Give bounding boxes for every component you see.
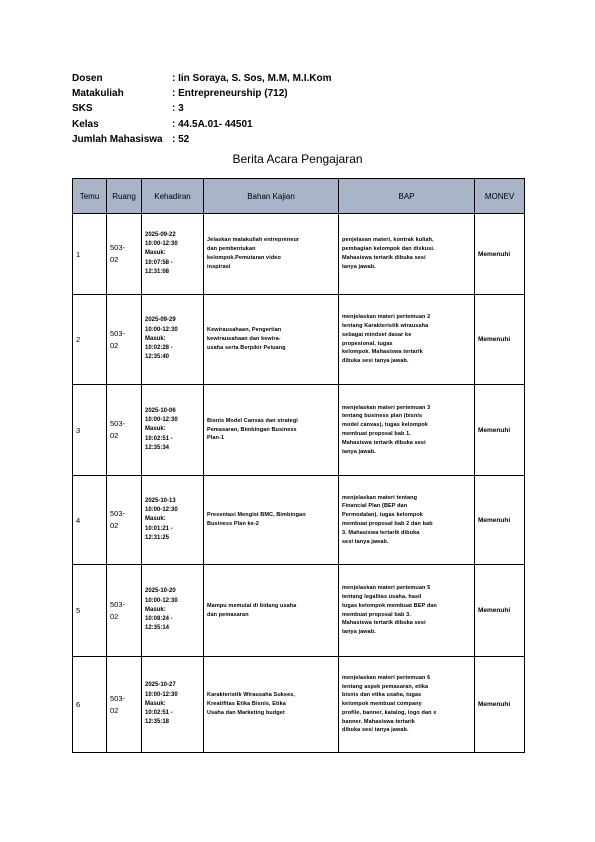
header-ruang: Ruang [107, 179, 142, 214]
matakuliah-label: Matakuliah [72, 88, 124, 100]
ruang-cell: 503- 02 [107, 657, 142, 753]
sks-label: SKS [72, 103, 93, 115]
bahan-kajian-cell: Mampu memulai di bidang usaha dan pemasaran [204, 565, 339, 657]
temu-cell: 6 [73, 657, 107, 753]
temu-cell: 3 [73, 385, 107, 476]
monev-cell: Memenuhi [475, 295, 525, 385]
kelas-value: : 44.5A.01- 44501 [172, 118, 253, 130]
ruang-cell: 503- 02 [107, 295, 142, 385]
ruang-cell: 503- 02 [107, 476, 142, 565]
kelas-row [72, 117, 331, 132]
table-row [73, 657, 525, 753]
temu-cell: 5 [73, 565, 107, 657]
temu-cell: 1 [73, 214, 107, 295]
sks-row [72, 101, 331, 116]
ruang-cell: 503- 02 [107, 214, 142, 295]
bahan-kajian-cell: Kewirausahaan, Pengertian kewirausahaan dan kewira- usaha serta Berpikir Peluang [204, 295, 339, 385]
table-row [73, 385, 525, 476]
kehadiran-cell: 2025-10-06 10:00-12:30 Masuk: 10:02:51 - 12:35:34 [142, 385, 204, 476]
jumlah-value: : 52 [172, 133, 190, 145]
kehadiran-cell: 2025-09-22 10:00-12:30 Masuk: 10:07:58 - 12:31:08 [142, 214, 204, 295]
ruang-cell: 503- 02 [107, 565, 142, 657]
kehadiran-cell: 2025-09-29 10:00-12:30 Masuk: 10:02:28 - 12:35:40 [142, 295, 204, 385]
kehadiran-cell: 2025-10-20 10:00-12:30 Masuk: 10:08:24 - 12:35:14 [142, 565, 204, 657]
header-bahan-kajian: Bahan Kajian [204, 179, 339, 214]
table-row [73, 565, 525, 657]
header-monev: MONEV [475, 179, 525, 214]
kehadiran-cell: 2025-10-13 10:00-12:30 Masuk: 10:01:21 - 12:31:25 [142, 476, 204, 565]
page-title: Berita Acara Pengajaran [232, 152, 363, 166]
table-row [73, 295, 525, 385]
monev-cell: Memenuhi [475, 565, 525, 657]
table-row [73, 476, 525, 565]
monev-cell: Memenuhi [475, 214, 525, 295]
jumlah-row [72, 132, 331, 147]
bap-cell: menjelaskan materi pertemuan 3 tentang business plan (bisnis model canvas), tugas kelompok membuat proposal bab 1. Mahasiswa tertarik dibuka sesi tanya jawab. [339, 385, 475, 476]
bahan-kajian-cell: Presentasi Mengisi BMC, Bimbingan Business Plan ke-2 [204, 476, 339, 565]
bap-table [72, 178, 525, 753]
sks-value: : 3 [172, 103, 184, 115]
header-temu: Temu [73, 179, 107, 214]
kelas-label: Kelas [72, 118, 99, 130]
bahan-kajian-cell: Karakteristik Wirausaha Sukses, Kreatifitas Etika Bisnis, Etika Usaha dan Marketing budget [204, 657, 339, 753]
dosen-row [72, 71, 331, 86]
bap-cell: menjelaskan materi pertemuan 2 tentang Karakteristik wirausaha sebagai mindset dasar ke propesional, tugas kelompok. Mahasiswa tertarik dibuka sesi tanya jawab. [339, 295, 475, 385]
monev-cell: Memenuhi [475, 385, 525, 476]
bahan-kajian-cell: Bisnis Model Canvas dan strategi Pemasaran, Bimbingan Business Plan-1 [204, 385, 339, 476]
bap-cell: penjelasan materi, kontrak kuliah, pembagian kelompok dan diskusi. Mahasiswa tertarik dibuka sesi tanya jawab. [339, 214, 475, 295]
matakuliah-value: : Entrepreneurship (712) [172, 88, 288, 100]
dosen-value: : Iin Soraya, S. Sos, M.M, M.I.Kom [172, 73, 332, 84]
monev-cell: Memenuhi [475, 657, 525, 753]
jumlah-label: Jumlah Mahasiswa [72, 133, 163, 145]
kehadiran-cell: 2025-10-27 10:00-12:30 Masuk: 10:02:51 - 12:35:18 [142, 657, 204, 753]
header-info [72, 71, 331, 147]
bahan-kajian-cell: Jelaskan matakuliah entrepreneur dan pembentukan kelompok.Pemutaran video inspirasi [204, 214, 339, 295]
header-bap: BAP [339, 179, 475, 214]
ruang-cell: 503- 02 [107, 385, 142, 476]
table-header-row [73, 179, 525, 214]
bap-cell: menjelaskan materi pertemuan 6 tentang aspek pemasaran, etika bisnis dan etika usaha, tugas kelompok membuat company profile, banner, katalog, logo dan x banner. Mahasiswa tertarik dibuka sesi tanya jawab. [339, 657, 475, 753]
header-kehadiran: Kehadiran [142, 179, 204, 214]
temu-cell: 4 [73, 476, 107, 565]
table-row [73, 214, 525, 295]
bap-cell: menjelaskan materi pertemuan 5 tentang legalitas usaha, hasil tugas kelompok membuat BEP dan membuat proposal bab 3. Mahasiswa tertarik dibuka sesi tanya jawab. [339, 565, 475, 657]
dosen-label: Dosen [72, 73, 103, 84]
matakuliah-row [72, 86, 331, 101]
bap-cell: menjelaskan materi tentang Financial Plan (BEP dan Permodalan), tugas kelompok membuat proposal bab 2 dan bab 3. Mahasiswa tertarik dibuka sesi tanya jawab. [339, 476, 475, 565]
temu-cell: 2 [73, 295, 107, 385]
monev-cell: Memenuhi [475, 476, 525, 565]
